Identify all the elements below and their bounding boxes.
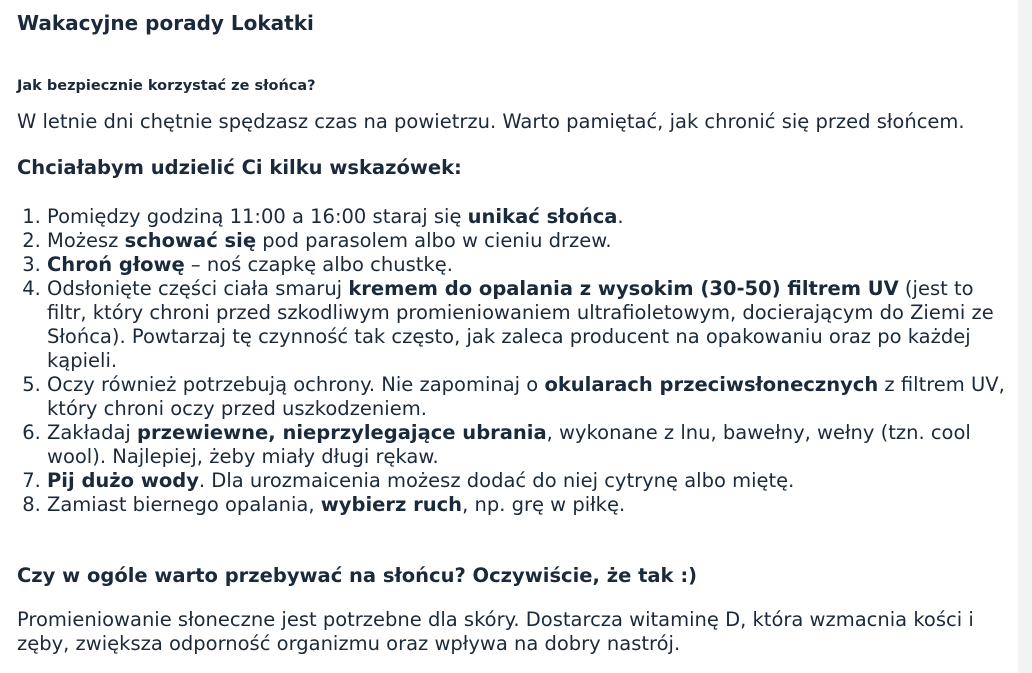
section-question: Jak bezpiecznie korzystać ze słońca? (17, 78, 316, 94)
tip-item-5: 5. Oczy również potrzebują ochrony. Nie zapominaj o okularach przeciwsłonecznych z filtrem UV, który chroni oczy przed uszkodzeniem. (47, 373, 1007, 421)
tip-item-2: 2. Możesz schować się pod parasolem albo w cieniu drzew. (47, 229, 1007, 253)
tips-heading: Chciałabym udzielić Ci kilku wskazówek: (17, 156, 462, 179)
scrollbar-track[interactable] (1018, 0, 1032, 673)
tip-item-3: 3. Chroń głowę – noś czapkę albo chustkę. (47, 253, 1007, 277)
tip-item-4: 4. Odsłonięte części ciała smaruj kremem do opalania z wysokim (30-50) filtrem UV (jest to filtr, który chroni przed szkodliwym promieniowaniem ultrafioletowym, docierającym do Ziemi ze Słońca). Powtarzaj tę czynność tak często, jak zaleca producent na opakowaniu oraz po każdej kąpieli. (47, 277, 1007, 373)
tip-item-1: 1. Pomiędzy godziną 11:00 a 16:00 staraj się unikać słońca. (47, 205, 1007, 229)
tip-item-8: 8. Zamiast biernego opalania, wybierz ruch, np. grę w piłkę. (47, 493, 1007, 517)
intro-paragraph: W letnie dni chętnie spędzasz czas na powietrzu. Warto pamiętać, jak chronić się przed słońcem. (17, 110, 965, 133)
tips-list (17, 205, 1007, 517)
closing-heading: Czy w ogóle warto przebywać na słońcu? Oczywiście, że tak :) (17, 564, 698, 587)
tip-item-6: 6. Zakładaj przewiewne, nieprzylegające ubrania, wykonane z lnu, bawełny, wełny (tzn. cool wool). Najlepiej, żeby miały długi rękaw. (47, 421, 1007, 469)
page-title: Wakacyjne porady Lokatki (17, 11, 314, 35)
tip-item-7: 7. Pij dużo wody. Dla urozmaicenia możesz dodać do niej cytrynę albo miętę. (47, 469, 1007, 493)
closing-paragraph: Promieniowanie słoneczne jest potrzebne dla skóry. Dostarcza witaminę D, która wzmacnia kości i zęby, zwiększa odporność organizmu oraz wpływa na dobry nastrój. (17, 608, 974, 655)
